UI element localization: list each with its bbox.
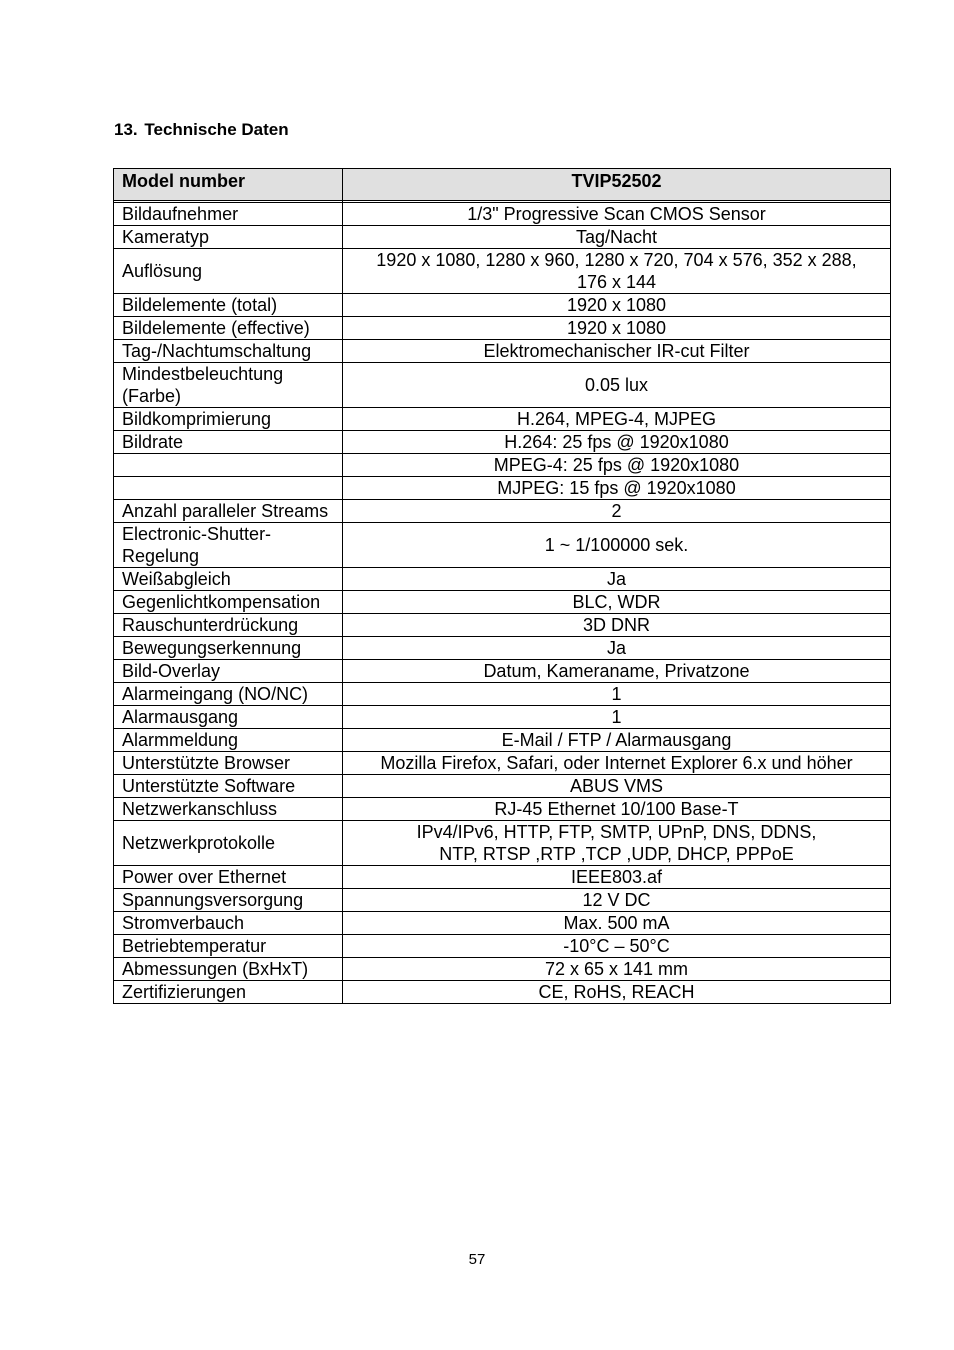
section-number: 13. xyxy=(114,120,138,139)
spec-label: Netzwerkanschluss xyxy=(114,798,343,821)
table-row xyxy=(114,958,891,981)
table-row xyxy=(114,477,891,500)
spec-value-line: H.264: 25 fps @ 1920x1080 xyxy=(504,432,729,452)
table-row xyxy=(114,431,891,454)
table-row xyxy=(114,249,891,294)
spec-label: Electronic-Shutter-Regelung xyxy=(114,523,343,568)
table-row xyxy=(114,523,891,568)
table-row xyxy=(114,912,891,935)
spec-label: Bildelemente (total) xyxy=(114,294,343,317)
spec-label xyxy=(114,477,343,500)
spec-value-line: IPv4/IPv6, HTTP, FTP, SMTP, UPnP, DNS, DDNS, xyxy=(416,822,817,842)
spec-label: Betriebtemperatur xyxy=(114,935,343,958)
spec-value-line: RJ-45 Ethernet 10/100 Base-T xyxy=(494,799,739,819)
spec-value xyxy=(343,614,891,637)
spec-value-line: MPEG-4: 25 fps @ 1920x1080 xyxy=(493,455,740,475)
table-row xyxy=(114,203,891,226)
table-row xyxy=(114,660,891,683)
spec-value-line: BLC, WDR xyxy=(572,592,661,612)
table-row xyxy=(114,866,891,889)
spec-value-line: 1/3" Progressive Scan CMOS Sensor xyxy=(467,204,766,224)
table-row xyxy=(114,775,891,798)
spec-value xyxy=(343,477,891,500)
spec-label: Anzahl paralleler Streams xyxy=(114,500,343,523)
spec-value-line: Max. 500 mA xyxy=(563,913,670,933)
spec-label: Bildkomprimierung xyxy=(114,408,343,431)
table-row xyxy=(114,821,891,866)
spec-value xyxy=(343,431,891,454)
table-row xyxy=(114,706,891,729)
spec-value xyxy=(343,500,891,523)
spec-value-line: 1920 x 1080 xyxy=(566,318,667,338)
table-row xyxy=(114,591,891,614)
spec-label: Unterstützte Browser xyxy=(114,752,343,775)
spec-value xyxy=(343,866,891,889)
spec-value-line: Datum, Kameraname, Privatzone xyxy=(483,661,750,681)
spec-value-line: CE, RoHS, REACH xyxy=(538,982,695,1002)
spec-label: Bildelemente (effective) xyxy=(114,317,343,340)
spec-label: Bild-Overlay xyxy=(114,660,343,683)
spec-value xyxy=(343,912,891,935)
table-row xyxy=(114,340,891,363)
spec-value xyxy=(343,317,891,340)
spec-value-line: 2 xyxy=(611,501,622,521)
spec-value xyxy=(343,249,891,294)
spec-value-line: Mozilla Firefox, Safari, oder Internet Explorer 6.x und höher xyxy=(380,753,853,773)
spec-value xyxy=(343,935,891,958)
header-value-cell: TVIP52502 xyxy=(343,169,891,201)
spec-value-line: NTP, RTSP ,RTP ,TCP ,UDP, DHCP, PPPoE xyxy=(439,844,794,864)
spec-value-line: MJPEG: 15 fps @ 1920x1080 xyxy=(497,478,736,498)
spec-label: Alarmausgang xyxy=(114,706,343,729)
spec-value xyxy=(343,408,891,431)
spec-label: Netzwerkprotokolle xyxy=(114,821,343,866)
spec-value xyxy=(343,363,891,408)
spec-value-line: Ja xyxy=(606,638,626,658)
table-row xyxy=(114,637,891,660)
spec-value-line: Elektromechanischer IR-cut Filter xyxy=(483,341,750,361)
spec-value-line: ABUS VMS xyxy=(569,776,664,796)
table-row xyxy=(114,752,891,775)
spec-label: Spannungsversorgung xyxy=(114,889,343,912)
spec-value-line: 1 ~ 1/100000 sek. xyxy=(544,535,689,555)
spec-value xyxy=(343,340,891,363)
table-row xyxy=(114,454,891,477)
spec-value xyxy=(343,706,891,729)
table-row xyxy=(114,568,891,591)
spec-label: Tag-/Nachtumschaltung xyxy=(114,340,343,363)
table-row xyxy=(114,294,891,317)
table-row xyxy=(114,981,891,1004)
spec-value xyxy=(343,729,891,752)
spec-label: Zertifizierungen xyxy=(114,981,343,1004)
spec-value-line: 0.05 lux xyxy=(584,375,649,395)
spec-value-line: 1920 x 1080 xyxy=(566,295,667,315)
spec-label: Kameratyp xyxy=(114,226,343,249)
section-title: Technische Daten xyxy=(144,120,289,139)
spec-value xyxy=(343,958,891,981)
spec-label: Bildrate xyxy=(114,431,343,454)
table-header-row xyxy=(114,169,891,201)
spec-value xyxy=(343,821,891,866)
spec-value xyxy=(343,568,891,591)
table-row xyxy=(114,500,891,523)
table-row xyxy=(114,729,891,752)
table-row xyxy=(114,408,891,431)
spec-label: Auflösung xyxy=(114,249,343,294)
spec-value xyxy=(343,752,891,775)
spec-value-line: H.264, MPEG-4, MJPEG xyxy=(516,409,717,429)
spec-label xyxy=(114,454,343,477)
spec-value-line: 3D DNR xyxy=(582,615,650,635)
spec-label: Power over Ethernet xyxy=(114,866,343,889)
spec-value-line: E-Mail / FTP / Alarmausgang xyxy=(501,730,732,750)
table-row xyxy=(114,935,891,958)
spec-value xyxy=(343,660,891,683)
table-row xyxy=(114,363,891,408)
spec-value xyxy=(343,775,891,798)
spec-label: Weißabgleich xyxy=(114,568,343,591)
table-row xyxy=(114,226,891,249)
spec-label: Stromverbauch xyxy=(114,912,343,935)
spec-value xyxy=(343,203,891,226)
section-heading xyxy=(114,120,289,140)
spec-value xyxy=(343,226,891,249)
spec-value xyxy=(343,294,891,317)
spec-label: Abmessungen (BxHxT) xyxy=(114,958,343,981)
spec-label: Alarmmeldung xyxy=(114,729,343,752)
spec-label: Alarmeingang (NO/NC) xyxy=(114,683,343,706)
spec-value-line: Tag/Nacht xyxy=(575,227,658,247)
spec-label: Bewegungserkennung xyxy=(114,637,343,660)
spec-label: Mindestbeleuchtung (Farbe) xyxy=(114,363,343,408)
page-number: 57 xyxy=(468,1251,486,1268)
spec-value xyxy=(343,454,891,477)
spec-value-line: 1 xyxy=(611,684,622,704)
spec-table xyxy=(113,168,891,1004)
spec-label: Unterstützte Software xyxy=(114,775,343,798)
spec-value xyxy=(343,981,891,1004)
table-row xyxy=(114,614,891,637)
spec-value-line: 72 x 65 x 141 mm xyxy=(544,959,689,979)
spec-value xyxy=(343,683,891,706)
header-label-cell: Model number xyxy=(114,169,343,201)
spec-value-line: 1920 x 1080, 1280 x 960, 1280 x 720, 704 x 576, 352 x 288, xyxy=(376,250,857,270)
spec-label: Rauschunterdrückung xyxy=(114,614,343,637)
table-row xyxy=(114,889,891,912)
table-row xyxy=(114,317,891,340)
spec-value-line: IEEE803.af xyxy=(570,867,663,887)
table-row xyxy=(114,683,891,706)
spec-value-line: 176 x 144 xyxy=(576,272,657,292)
spec-value xyxy=(343,591,891,614)
spec-value-line: 1 xyxy=(611,707,622,727)
spec-value-line: -10°C – 50°C xyxy=(563,936,670,956)
spec-value xyxy=(343,637,891,660)
table-row xyxy=(114,798,891,821)
spec-label: Gegenlichtkompensation xyxy=(114,591,343,614)
spec-value-line: 12 V DC xyxy=(582,890,651,910)
spec-value xyxy=(343,798,891,821)
spec-value xyxy=(343,523,891,568)
spec-label: Bildaufnehmer xyxy=(114,203,343,226)
spec-value xyxy=(343,889,891,912)
spec-value-line: Ja xyxy=(606,569,626,589)
